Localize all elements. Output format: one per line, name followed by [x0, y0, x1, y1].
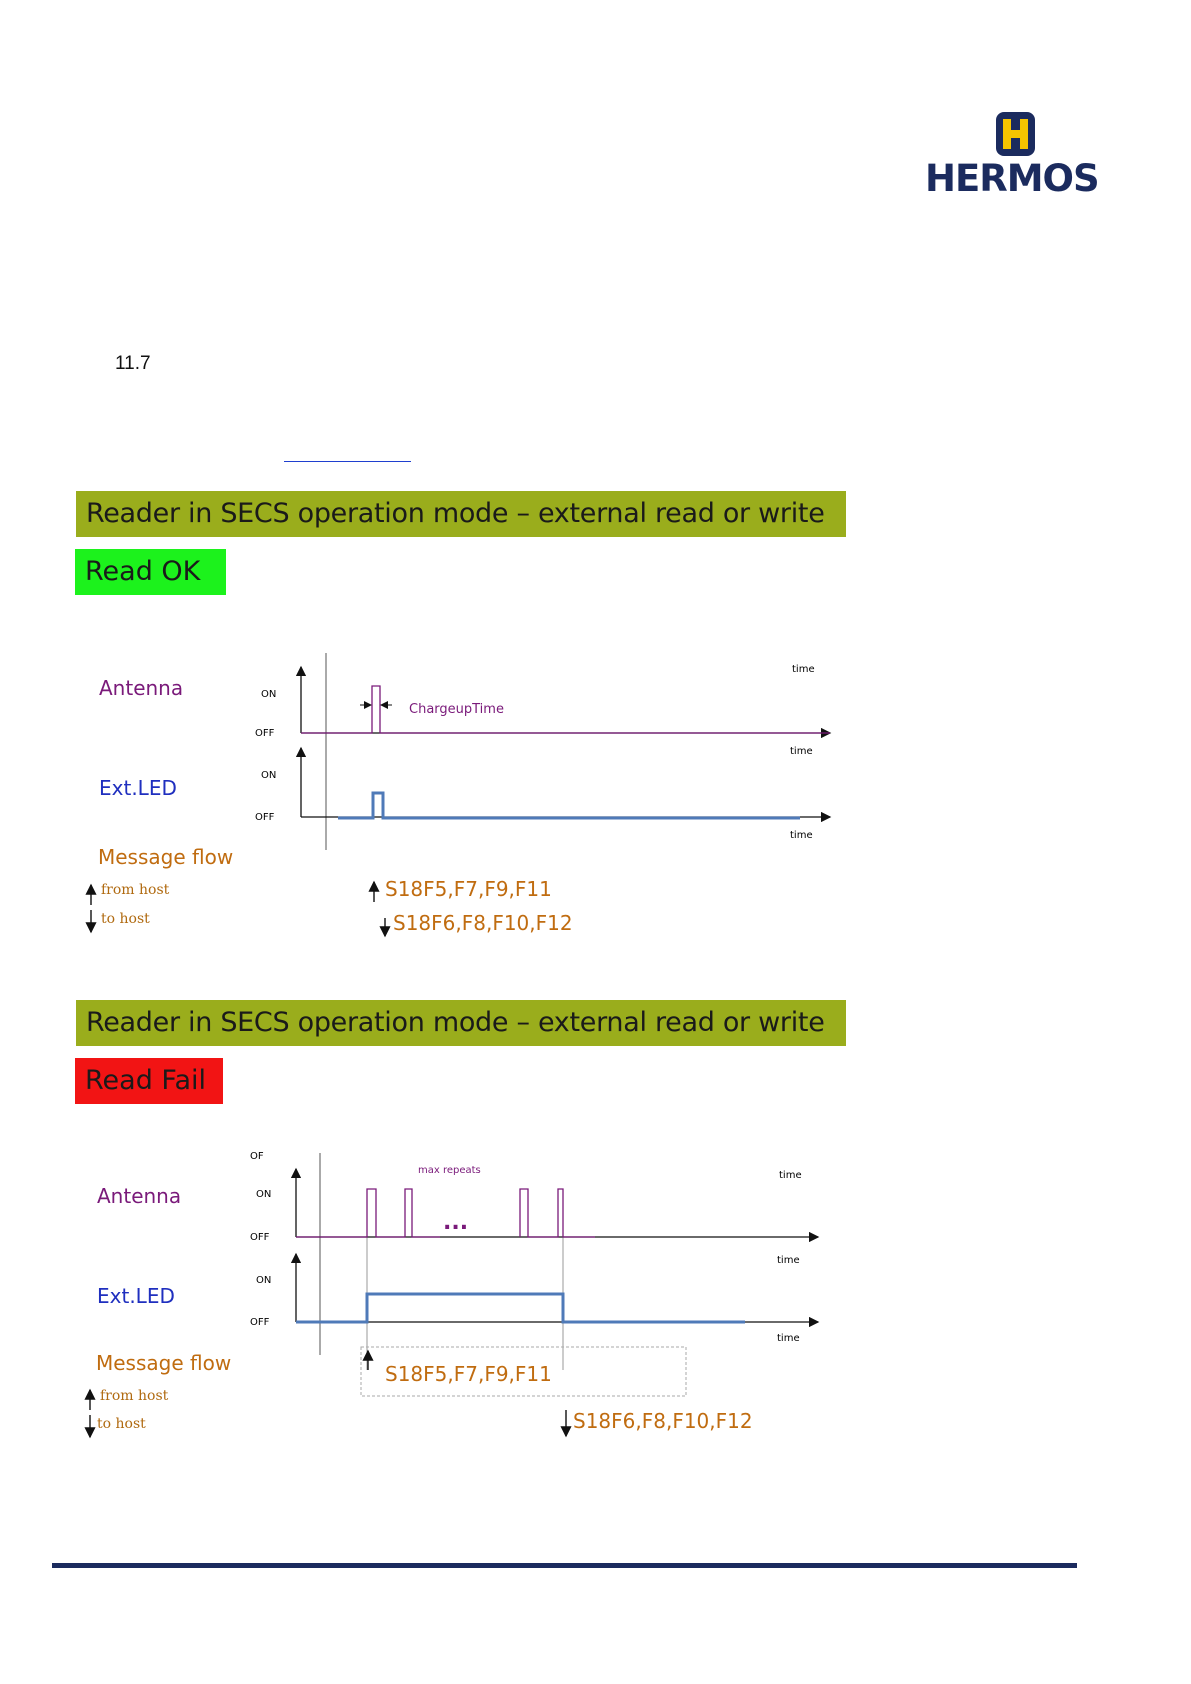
- timing-diagram-fail: [0, 1150, 900, 1450]
- extled-off-label-fail: OFF: [250, 1317, 270, 1328]
- antenna-time-label: time: [792, 664, 815, 675]
- msg-down-text: S18F6,F8,F10,F12: [393, 911, 573, 935]
- antenna-off-label-fail: OFF: [250, 1232, 270, 1243]
- antenna-label: Antenna: [99, 676, 184, 700]
- badge-read-fail: Read Fail: [75, 1058, 223, 1104]
- banner-read-fail: Reader in SECS operation mode – external read or write: [76, 1000, 846, 1046]
- repeat-ellipsis: ...: [443, 1210, 469, 1235]
- antenna-on-label-fail: ON: [256, 1189, 272, 1200]
- extled-signal-fail: [296, 1294, 745, 1322]
- from-host-label: from host: [101, 882, 170, 898]
- antenna-on-label: ON: [261, 689, 277, 700]
- logo-wordmark: HERMOS: [925, 157, 1099, 200]
- to-host-label: to host: [101, 911, 150, 927]
- message-flow-label-fail: Message flow: [96, 1351, 232, 1375]
- extled-on-label: ON: [261, 770, 277, 781]
- msg-down-text-fail: S18F6,F8,F10,F12: [573, 1409, 753, 1433]
- antenna-time-label-fail-2: time: [777, 1255, 800, 1266]
- footer-rule: [52, 1563, 1077, 1568]
- antenna-label-fail: Antenna: [97, 1184, 182, 1208]
- from-host-label-fail: from host: [100, 1388, 169, 1404]
- antenna-time-label-2: time: [790, 746, 813, 757]
- antenna-of-label: OF: [250, 1151, 264, 1162]
- max-repeats-label: max repeats: [418, 1165, 481, 1176]
- extled-signal: [338, 793, 800, 818]
- banner-read-ok: Reader in SECS operation mode – external read or write: [76, 491, 846, 537]
- extled-on-label-fail: ON: [256, 1275, 272, 1286]
- msg-up-text: S18F5,F7,F9,F11: [385, 877, 552, 901]
- antenna-time-label-fail: time: [779, 1170, 802, 1181]
- badge-read-ok: Read OK: [75, 549, 226, 595]
- extled-time-label-fail: time: [777, 1333, 800, 1344]
- msg-up-text-fail: S18F5,F7,F9,F11: [385, 1362, 552, 1386]
- chargeup-label: ChargeupTime: [409, 702, 504, 717]
- extled-off-label: OFF: [255, 812, 275, 823]
- antenna-off-label: OFF: [255, 728, 275, 739]
- to-host-label-fail: to host: [97, 1416, 146, 1432]
- extled-label-fail: Ext.LED: [97, 1284, 175, 1308]
- extled-time-label: time: [790, 830, 813, 841]
- message-flow-label: Message flow: [98, 845, 234, 869]
- section-number: 11.7: [115, 353, 151, 374]
- link-underline: [284, 461, 411, 462]
- extled-label: Ext.LED: [99, 776, 177, 800]
- antenna-signal: [301, 686, 830, 733]
